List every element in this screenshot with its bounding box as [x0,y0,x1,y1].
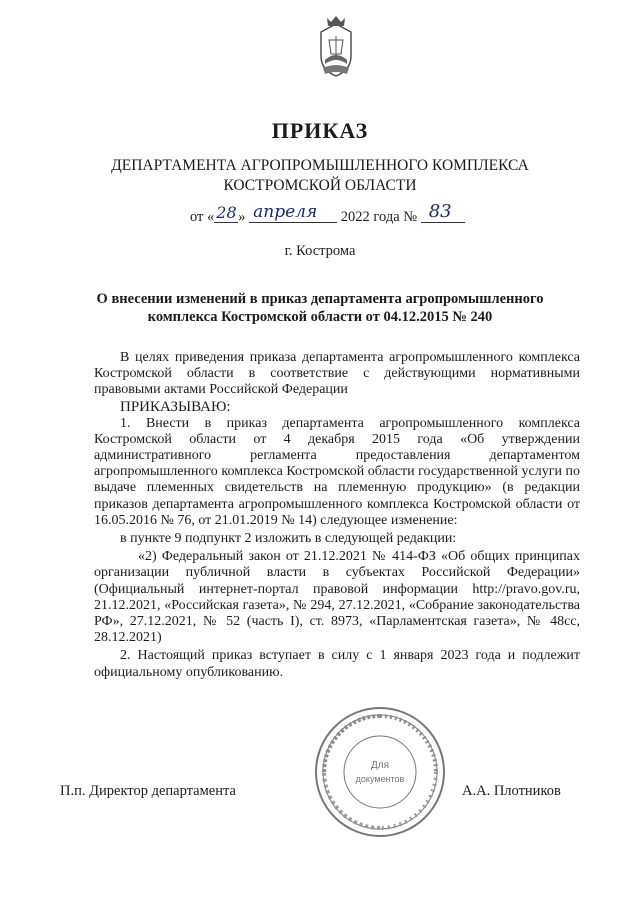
department-name [0,156,640,196]
year-text: 2022 года № [340,209,418,225]
subject-line-1: О внесении изменений в приказ департамента агропромышленного [96,291,544,307]
item-1-paragraph: 1. Внести в приказ департамента агропромышленного комплекса Костромской области от 4 декабря 2015 года «Об утверждении административного регламента предоставления департаментом агропромышленного комплекса Костромской области государственной услуги по выдаче племенных свидетельств на племенную продукцию» (в редакции приказов департамента агропромышленного комплекса Костромской области от 16.05.2016 № 76, от 21.01.2019 № 14) следующее изменение: [94,415,580,528]
preamble-paragraph: В целях приведения приказа департамента агропромышленного комплекса Костромской области в соответствие с действующими нормативными правовыми актами Российской Федерации [94,350,580,398]
item-2-paragraph: 2. Настоящий приказ вступает в силу с 1 января 2023 года и подлежит официальному опубликованию. [94,648,580,680]
stamp-text-1: Для [370,760,390,771]
subject-line-2: комплекса Костромской области от 04.12.2015 № 240 [147,309,493,325]
quote-close: » [238,209,246,225]
number-handwritten: 83 [428,201,452,222]
coat-of-arms-emblem [313,10,359,80]
month-field [249,202,337,223]
number-field [421,201,465,223]
city-line: г. Кострома [284,243,356,259]
subject-heading [60,290,580,326]
official-stamp [310,702,450,842]
date-line [190,201,465,226]
day-handwritten: 28 [216,203,237,222]
document-body [94,350,580,681]
department-line-1: ДЕПАРТАМЕНТА АГРОПРОМЫШЛЕННОГО КОМПЛЕКСА [111,157,529,174]
item-1-instruction: в пункте 9 подпункт 2 изложить в следующей редакции: [120,531,457,547]
new-subparagraph-text: «2) Федеральный закон от 21.12.2021 № 414-ФЗ «Об общих принципах организации публичной власти в субъектах Российской Федерации» (Официальный интернет-портал правовой информации http://pravo.gov.ru, 21.12.2021, «Российская газета», № 294, 27.12.2021, «Собрание законодательства РФ», 27.12.2021, № 52 (часть I), ст. 8973, «Парламентская газета», № 48сс, 28.12.2021) [94,549,580,646]
signatory-name: А.А. Плотников [462,783,561,799]
document-title: ПРИКАЗ [271,118,369,143]
department-line-2: КОСТРОМСКОЙ ОБЛАСТИ [223,177,417,194]
order-word: ПРИКАЗЫВАЮ: [120,398,231,415]
day-field [214,203,238,223]
signatory-position: П.п. Директор департамента [60,783,236,799]
date-prefix: от « [190,209,215,225]
month-handwritten: апреля [253,202,318,222]
stamp-text-2: документов [355,774,405,784]
